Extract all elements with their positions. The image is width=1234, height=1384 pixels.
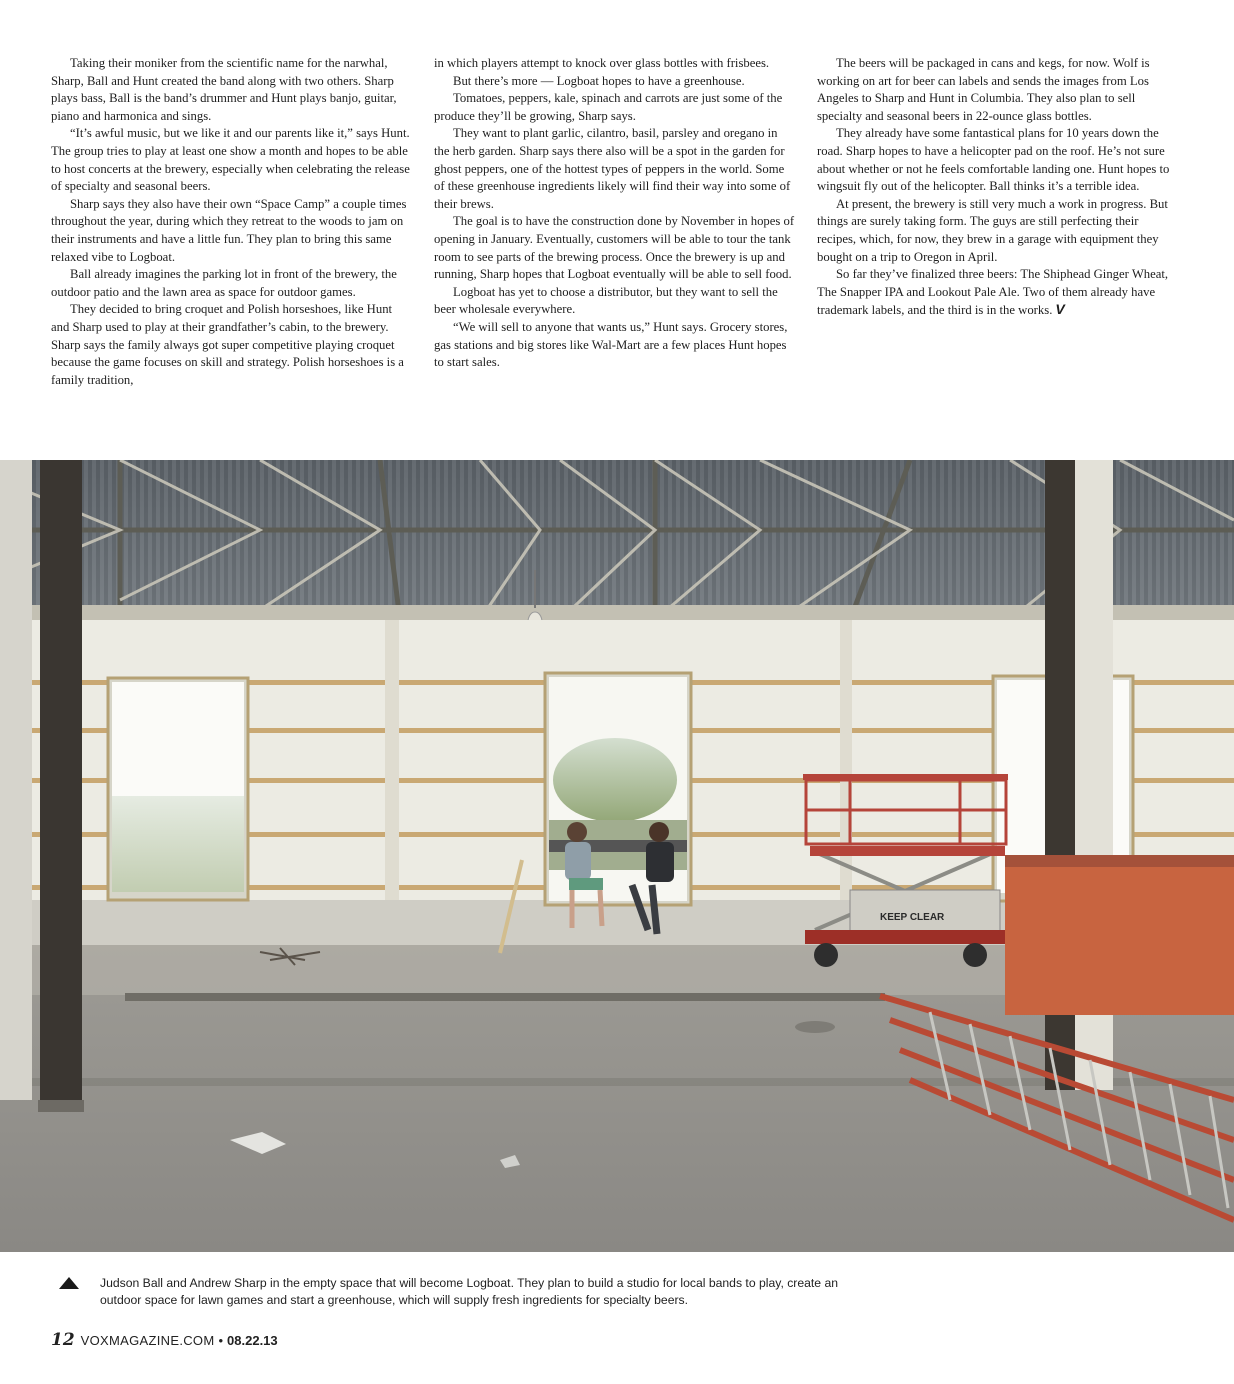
paragraph: Logboat has yet to choose a distributor, but they want to sell the beer wholesale everywhere. bbox=[434, 284, 778, 317]
orange-panel bbox=[1005, 855, 1234, 1015]
paragraph-last bbox=[817, 266, 1179, 320]
caption-arrow-icon bbox=[58, 1276, 80, 1290]
issue-date: 08.22.13 bbox=[227, 1333, 278, 1348]
paragraph-last-text: So far they’ve finalized three beers: The Shiphead Ginger Wheat, The Snapper IPA and Lookout Pale Ale. Two of them already have trademark labels, and the third is in the works. bbox=[817, 267, 1169, 318]
paragraph: The goal is to have the construction done by November in hopes of opening in January. Eventually, customers will be able to tour the tank room to see parts of the brewing process. Once the brewery is up and running, Sharp hopes that Logboat eventually will be able to sell food. bbox=[434, 214, 795, 282]
page-folio bbox=[51, 1330, 278, 1350]
window-left bbox=[108, 678, 248, 900]
floor-drain bbox=[125, 993, 885, 1001]
end-mark-icon: V bbox=[1055, 301, 1065, 318]
lift-label: KEEP CLEAR bbox=[880, 912, 945, 923]
paragraph-continued: in which players attempt to knock over glass bottles with frisbees. bbox=[434, 56, 770, 70]
paragraph: They already have some fantastical plans for 10 years down the road. Sharp hopes to have a helicopter pad on the roof. He’s not sure about whether or not he feels comfortable landing one. Hunt hopes to wingsuit fly out of the helicopter. Ball thinks it’s a terrible idea. bbox=[817, 126, 1170, 194]
paragraph: Ball already imagines the parking lot in front of the brewery, the outdoor patio and the lawn area as space for outdoor games. bbox=[51, 267, 397, 299]
photo-caption: Judson Ball and Andrew Sharp in the empty space that will become Logboat. They plan to build a studio for local bands to play, create an outdoor space for lawn games and start a greenhouse, which will supply fresh ingredients for specialty beers. bbox=[100, 1276, 839, 1307]
paragraph: At present, the brewery is still very much a work in progress. But things are surely taking form. The guys are still perfecting their recipes, which, for now, they brew in a garage with equipment they bought on a trip to Oregon in April. bbox=[817, 196, 1168, 264]
site-url: VOXMAGAZINE.COM bbox=[80, 1333, 215, 1348]
paragraph: Tomatoes, peppers, kale, spinach and carrots are just some of the produce they’ll be growing, Sharp says. bbox=[434, 91, 783, 123]
brewery-photo bbox=[0, 460, 1234, 1252]
paragraph: But there’s more — Logboat hopes to have a greenhouse. bbox=[453, 73, 745, 88]
folio-separator: • bbox=[218, 1333, 224, 1348]
paragraph: They decided to bring croquet and Polish horseshoes, like Hunt and Sharp used to play at their grandfather’s cabin, to the brewery. Sharp says the family always got super competitive playing croquet because the game focuses on skill and strategy. Polish horseshoes is a family tradition, bbox=[51, 302, 404, 387]
paragraph: “It’s awful music, but we like it and our parents like it,” says Hunt. The group tries to play at least one show a month and hopes to be able to host concerts at the brewery, especially when celebrating the release of specialty and seasonal beers. bbox=[51, 126, 410, 194]
paragraph: The beers will be packaged in cans and kegs, for now. Wolf is working on art for beer can labels and sends the images from Los Angeles to Sharp and Hunt in Columbia. They also plan to sell specialty and seasonal beers in 22-ounce glass bottles. bbox=[817, 56, 1150, 123]
article-column-3 bbox=[817, 55, 1179, 320]
paragraph: Taking their moniker from the scientific name for the narwhal, Sharp, Ball and Hunt created the band along with two others. Sharp plays bass, Ball is the band’s drummer and Hunt plays banjo, guitar, piano and harmonica and sings. bbox=[51, 56, 397, 123]
paragraph: They want to plant garlic, cilantro, basil, parsley and oregano in the herb garden. Sharp says there also will be a spot in the garden for ghost peppers, one of the hottest types of peppers in the world. Some of these greenhouse ingredients likely will find their way into some of their brews. bbox=[434, 126, 791, 211]
paragraph: Sharp says they also have their own “Space Camp” a couple times throughout the year, during which they retreat to the woods to jam on their instruments and have a little fun. They plan to bring this same relaxed vibe to Logboat. bbox=[51, 196, 407, 264]
article-column-2 bbox=[434, 55, 796, 372]
article-column-1 bbox=[51, 55, 413, 389]
paragraph: “We will sell to anyone that wants us,” Hunt says. Grocery stores, gas stations and big stores like Wal-Mart are a few places Hunt hopes to start sales. bbox=[434, 319, 788, 370]
page-number: 12 bbox=[51, 1330, 75, 1350]
